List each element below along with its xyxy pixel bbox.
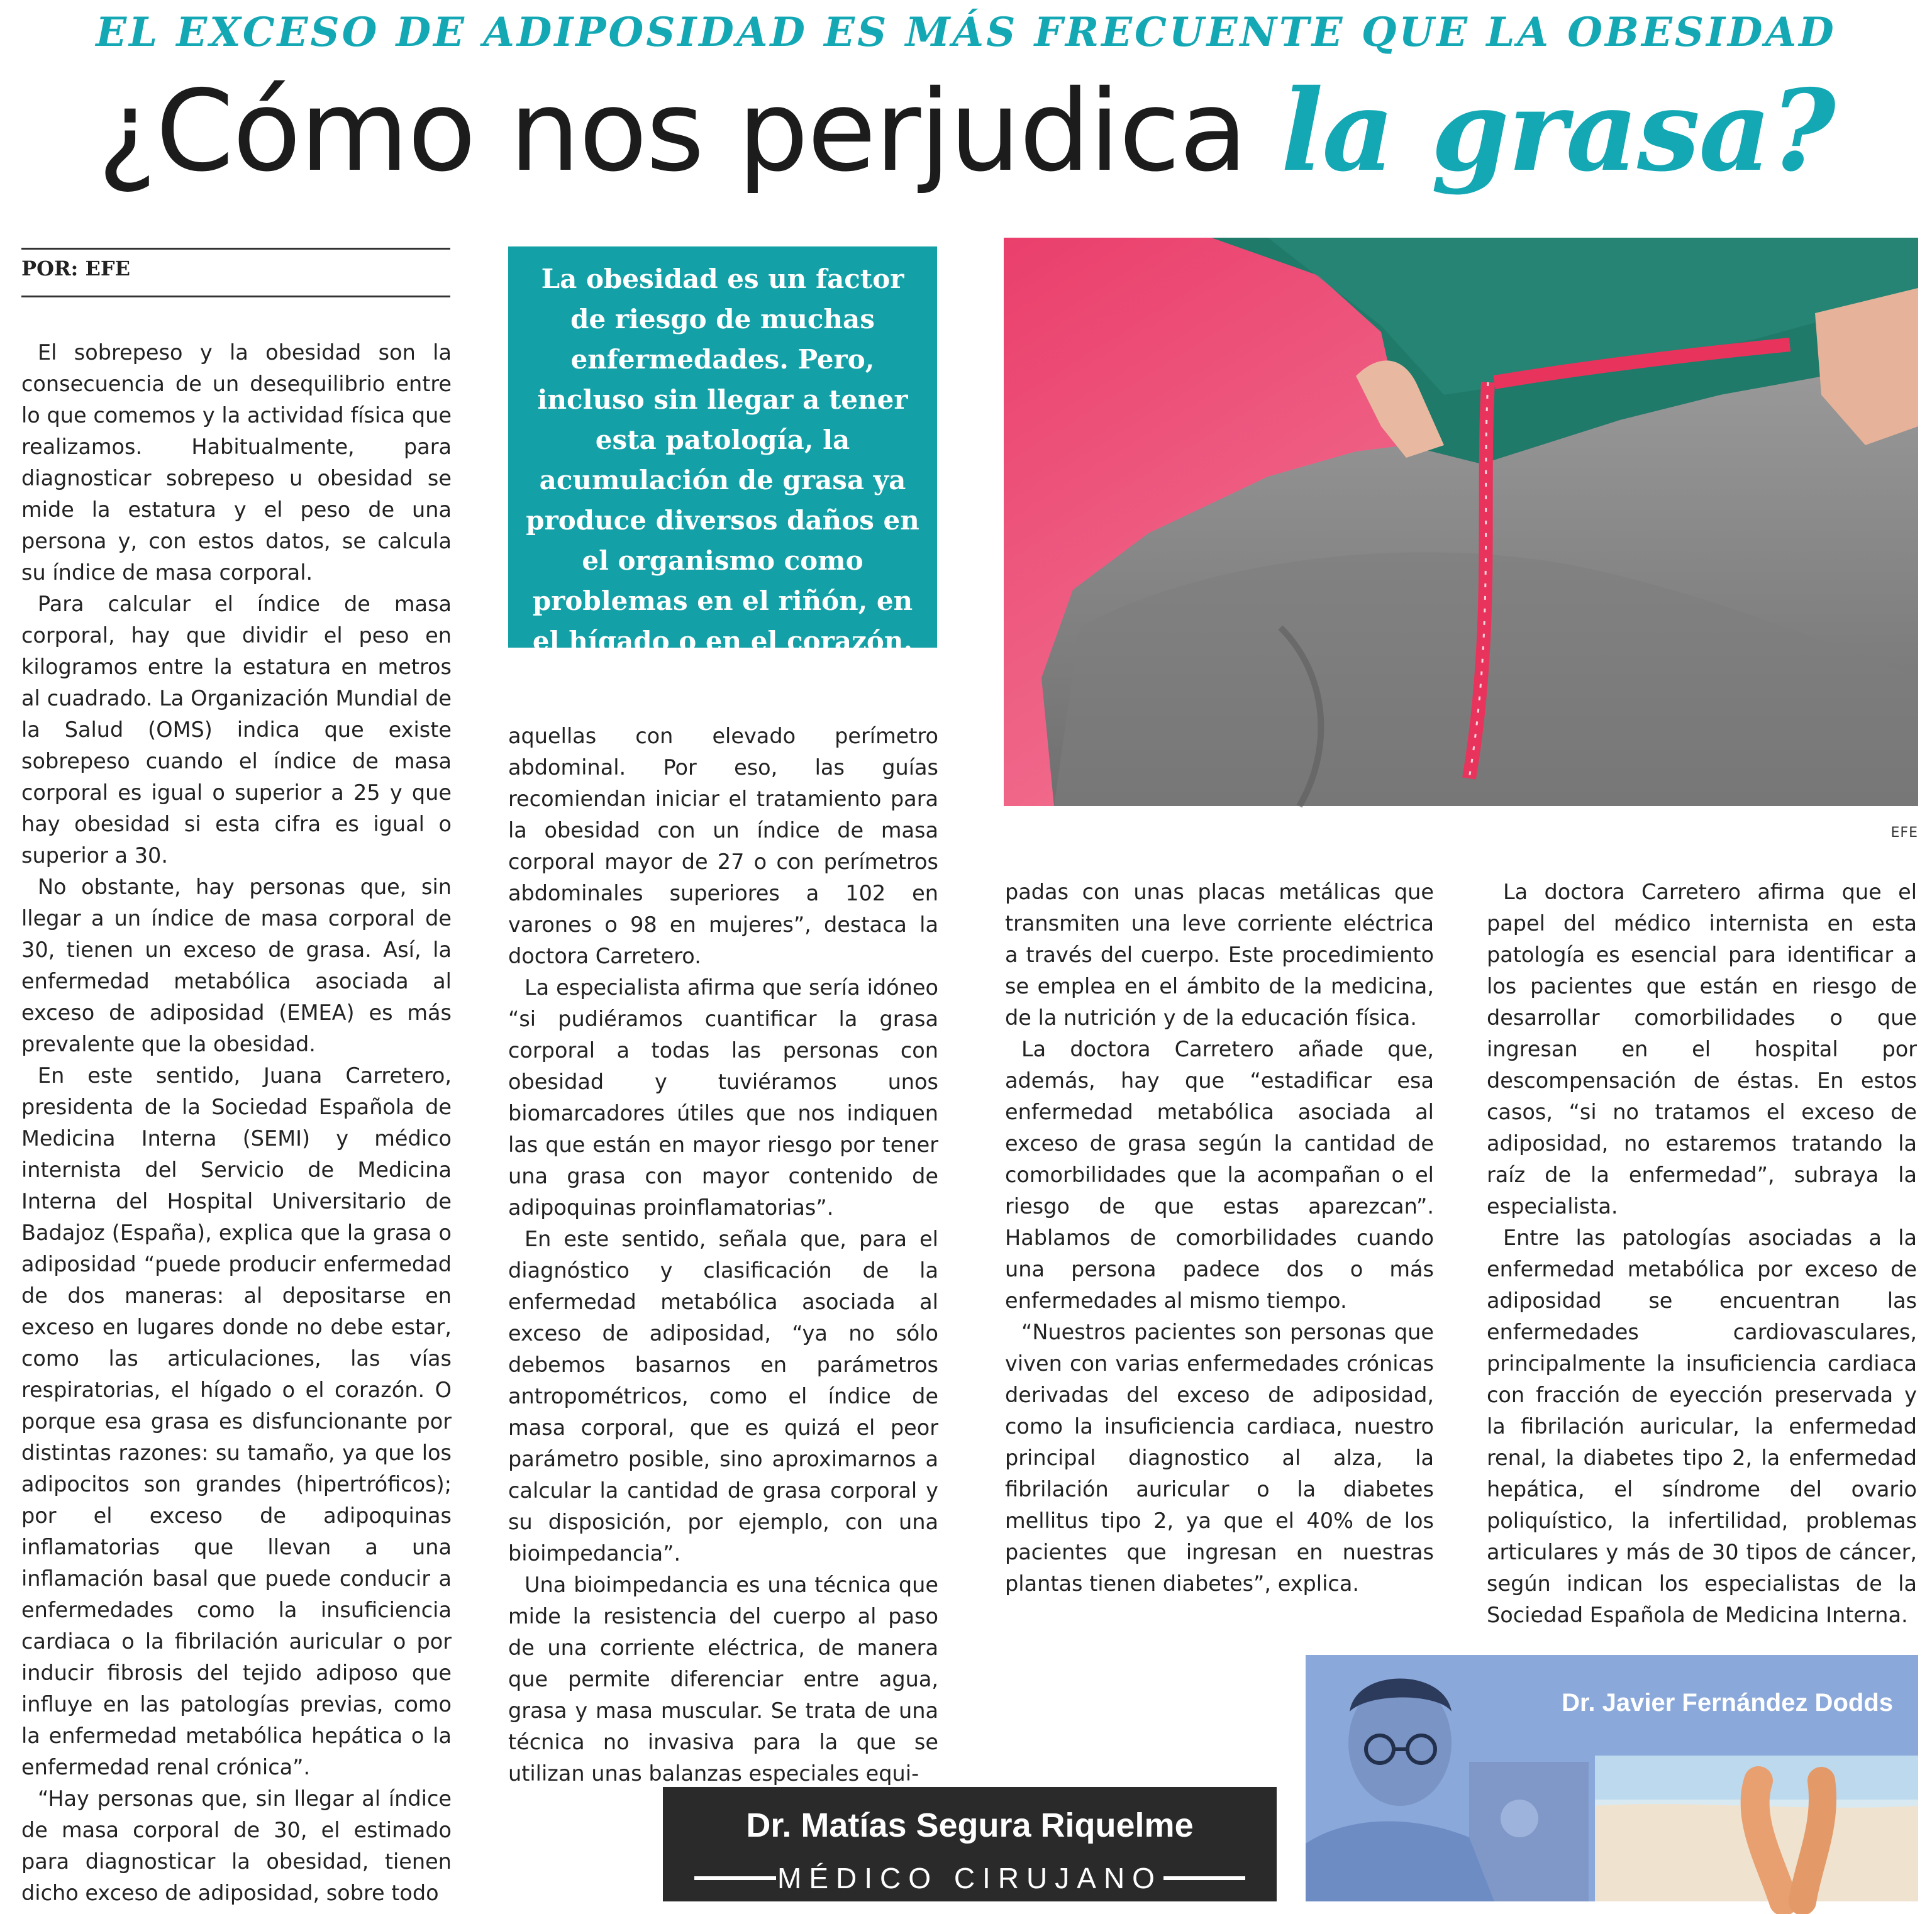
paragraph: En este sentido, Juana Carretero, presidenta de la Sociedad Española de Medicina Interna (SEMI) y médico internista del Servicio de Medicina Interna del Hospital Universitario de Badajoz (España), explica que la grasa o adiposidad “puede producir enfermedad de dos maneras: al depositarse en exceso en lugares donde no debe estar, como las articulaciones, las vías respiratorias, el hígado o el corazón. O porque esa grasa es disfuncionante por distintas razones: su tamaño, ya que los adipocitos son grandes (hipertróficos); por el exceso de adipoquinas inflamatorias que llevan a una inflamación basal que puede conducir a enfermedades como la insuficiencia cardiaca o la fibrilación auricular o por inducir fibrosis del tejido adiposo que influye en las patologías previas, como la enfermedad metabólica hepática o la enfermedad renal crónica”. bbox=[21, 1063, 452, 1779]
article-column-2 bbox=[508, 721, 938, 1786]
byline-rule-bottom bbox=[21, 296, 450, 297]
article-column-1 bbox=[21, 337, 452, 1905]
paragraph: El sobrepeso y la obesidad son la consecuencia de un desequilibrio entre lo que comemos y la actividad física que realizamos. Habitualmente, para diagnosticar sobrepeso u obesidad se mide la estatura y el peso de una persona y, con estos datos, se calcula su índice de masa corporal. bbox=[21, 340, 452, 585]
photo-thigh-measuring-tape bbox=[1004, 238, 1918, 806]
headline bbox=[0, 67, 1932, 196]
photo-credit: EFE bbox=[1890, 825, 1918, 841]
pull-quote-text: La obesidad es un factor de riesgo de muchas enfermedades. Pero, incluso sin llegar a tener esta patología, la acumulación de grasa ya produce diversos daños en el organismo como problemas en el riñón, en el hígado o en el corazón. bbox=[526, 263, 919, 656]
paragraph: “Nuestros pacientes son personas que viven con varias enfermedades crónicas derivadas del exceso de adiposidad, como la insuficiencia cardiaca, nuestro principal diagnostico al alza, la fibrilación auricular o la diabetes mellitus tipo 2, ya que el 40% de los pacientes que ingresan en nuestras plantas tienen diabetes”, explica. bbox=[1005, 1320, 1434, 1596]
paragraph: Para calcular el índice de masa corporal, hay que dividir el peso en kilogramos entre la estatura en metros al cuadrado. La Organización Mundial de la Salud (OMS) indica que existe sobrepeso cuando el índice de masa corporal es igual o superior a 25 y que hay obesidad si esta cifra es igual o superior a 30. bbox=[21, 592, 452, 868]
headline-plain: ¿Cómo nos perjudica bbox=[97, 66, 1281, 196]
paragraph: La doctora Carretero añade que, además, hay que “estadificar esa enfermedad metabólica asociada al exceso de grasa según la cantidad de comorbilidades que la acompañan o el riesgo de que estas aparezcan”. Hablamos de comorbilidades cuando una persona padece dos o más enfermedades al mismo tiempo. bbox=[1005, 1037, 1434, 1313]
byline: POR: EFE bbox=[21, 257, 130, 280]
headline-accent: la grasa? bbox=[1280, 65, 1835, 196]
paragraph: Una bioimpedancia es una técnica que mide la resistencia del cuerpo al paso de una corriente eléctrica, de manera que permite diferenciar entre agua, grasa y masa muscular. Se trata de una técnica no invasiva para la que se utilizan unas balanzas especiales equi- bbox=[508, 1573, 938, 1786]
paragraph: aquellas con elevado perímetro abdominal. Por eso, las guías recomiendan iniciar el tratamiento para la obesidad con un índice de masa corporal mayor de 27 o con perímetros abdominales superiores a 102 en varones o 98 en mujeres”, destaca la doctora Carretero. bbox=[508, 724, 938, 968]
byline-rule-top bbox=[21, 248, 450, 250]
ad-dodds-name: Dr. Javier Fernández Dodds bbox=[1562, 1689, 1893, 1717]
paragraph: No obstante, hay personas que, sin llegar a un índice de masa corporal de 30, tienen un exceso de grasa. Así, la enfermedad metabólica asociada al exceso de adiposidad (EMEA) es más prevalente que la obesidad. bbox=[21, 875, 452, 1056]
ad-divider-right bbox=[1163, 1876, 1245, 1880]
article-column-4 bbox=[1487, 877, 1917, 1631]
paragraph: La doctora Carretero afirma que el papel del médico internista en esta patología es esencial para identificar a los pacientes que están en riesgo de desarrollar comorbilidades o que ingresan en el hospital por descompensación de éstas. En estos casos, “si no tratamos el exceso de adiposidad, no estaremos tratando la raíz de la enfermedad”, subraya la especialista. bbox=[1487, 880, 1917, 1219]
ad-segura-name: Dr. Matías Segura Riquelme bbox=[746, 1806, 1194, 1844]
ad-segura-white-panel bbox=[668, 1901, 1272, 1914]
ad-fernandez-dodds[interactable] bbox=[1306, 1655, 1918, 1901]
article-column-3 bbox=[1005, 877, 1434, 1631]
paragraph: En este sentido, señala que, para el diagnóstico y clasificación de la enfermedad metabólica asociada al exceso de adiposidad, “ya no sólo debemos basarnos en parámetros antropométricos, como el índice de masa corporal, que es quizá el peor parámetro posible, sino aproximarnos a calcular la cantidad de grasa corporal y su disposición, por ejemplo, con una bioimpedancia”. bbox=[508, 1227, 938, 1566]
ad-segura-riquelme[interactable] bbox=[663, 1787, 1277, 1901]
paragraph: padas con unas placas metálicas que transmiten una leve corriente eléctrica a través del cuerpo. Este procedimiento se emplea en el ámbito de la medicina, de la nutrición y de la educación física. bbox=[1005, 880, 1434, 1030]
paragraph: Entre las patologías asociadas a la enfermedad metabólica por exceso de adiposidad se encuentran las enfermedades cardiovasculares, principalmente la insuficiencia cardiaca con fracción de eyección preservada y la fibrilación auricular, la enfermedad renal, la diabetes tipo 2, la enfermedad hepática, el síndrome del ovario poliquístico, la infertilidad, problemas articulares y más de 30 tipos de cáncer, según indican los especialistas de la Sociedad Española de Medicina Interna. bbox=[1487, 1225, 1917, 1627]
paragraph: La especialista afirma que sería idóneo “si pudiéramos cuantificar la grasa corporal a todas las personas con obesidad y tuviéramos unos biomarcadores útiles que nos indiquen las que están en mayor riesgo por tener una grasa con mayor contenido de adipoquinas proinflamatorias”. bbox=[508, 975, 938, 1220]
kicker-headline: EL EXCESO DE ADIPOSIDAD ES MÁS FRECUENTE QUE LA OBESIDAD bbox=[96, 9, 1836, 56]
pull-quote-box bbox=[508, 246, 937, 656]
ad-segura-title: MÉDICO CIRUJANO bbox=[777, 1862, 1162, 1895]
paragraph: “Hay personas que, sin llegar al índice de masa corporal de 30, el estimado para diagnosticar la obesidad, tienen dicho exceso de adiposidad, sobre todo bbox=[21, 1786, 452, 1905]
